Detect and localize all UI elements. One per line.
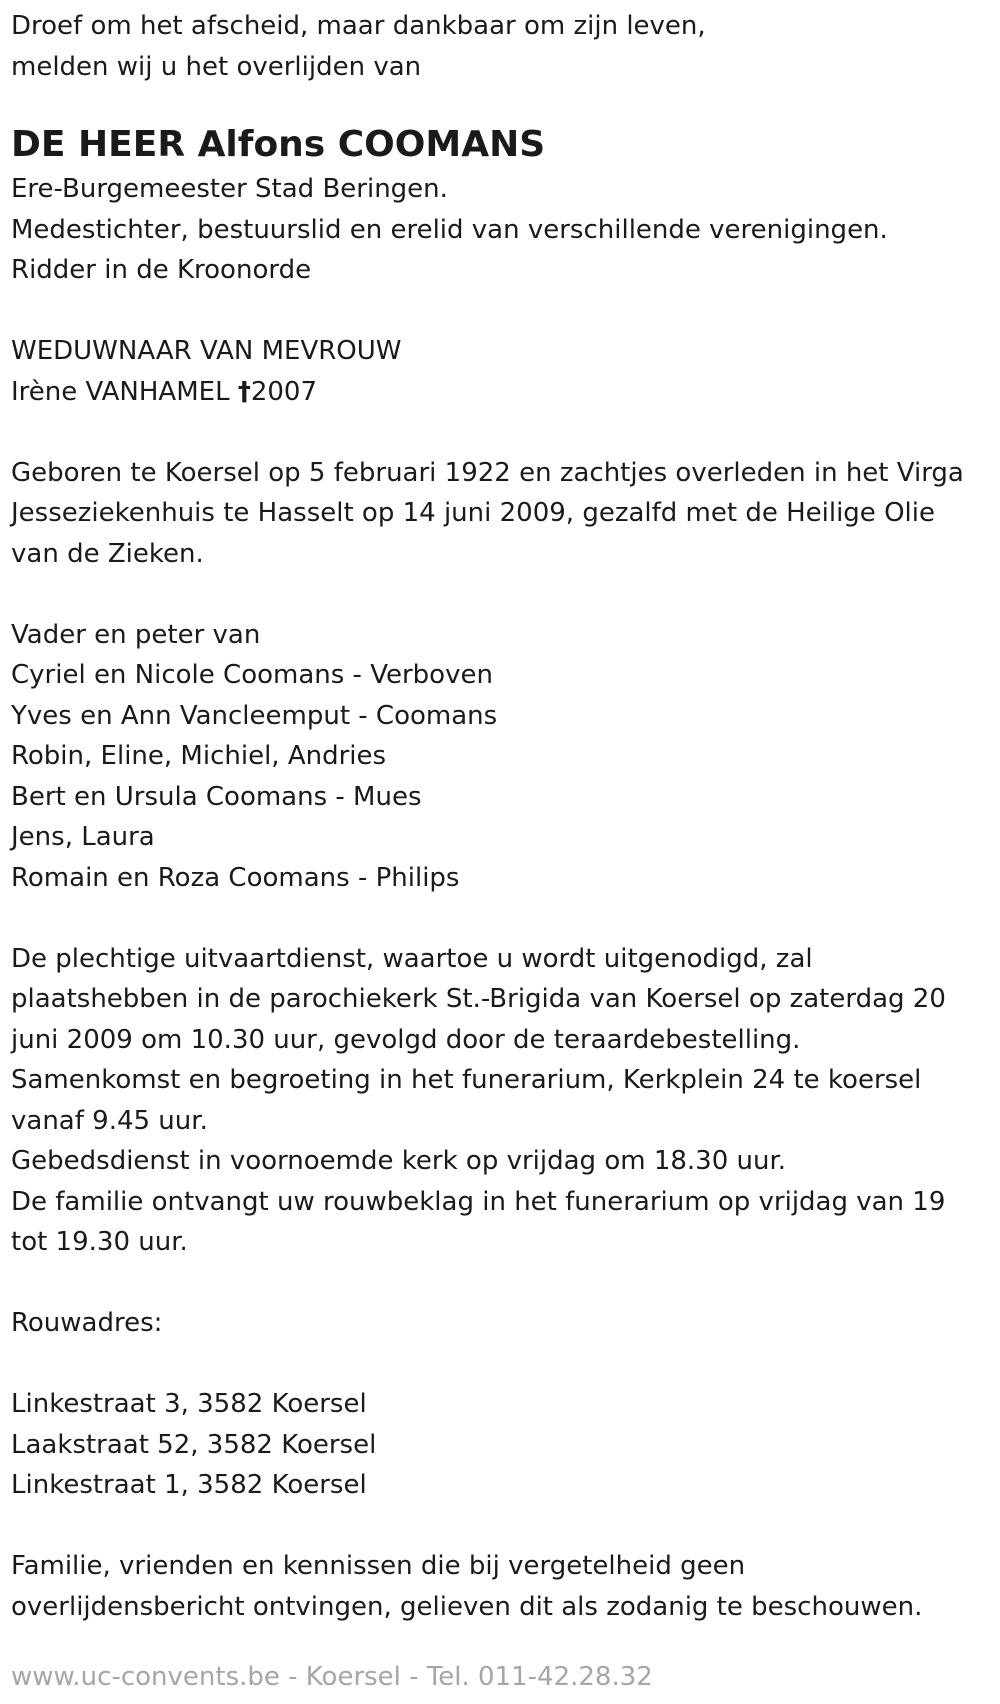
- family-line: Vader en peter van: [11, 619, 261, 650]
- spouse-heading: WEDUWNAAR VAN MEVROUW: [11, 336, 402, 366]
- spacer: [11, 1506, 1000, 1547]
- birth-death-line: van de Zieken.: [11, 538, 204, 569]
- spouse-block: [11, 331, 1000, 412]
- spacer: [11, 1263, 1000, 1304]
- spacer: [11, 898, 1000, 939]
- birth-death-line: Geboren te Koersel op 5 februari 1922 en zachtjes overleden in het Virga: [11, 457, 964, 488]
- family-line: Robin, Eline, Michiel, Andries: [11, 741, 387, 771]
- funeral-line: De plechtige uitvaartdienst, waartoe u wordt uitgenodigd, zal: [11, 943, 813, 974]
- cross-icon: †: [237, 376, 251, 407]
- family-line: Yves en Ann Vancleemput - Coomans: [11, 700, 498, 731]
- titles-block: [11, 169, 1000, 291]
- funeral-line: Gebedsdienst in voornoemde kerk op vrijdag om 18.30 uur.: [11, 1146, 787, 1176]
- funeral-line: Samenkomst en begroeting in het funerarium, Kerkplein 24 te koersel: [11, 1065, 922, 1095]
- funeral-line: plaatshebben in de parochiekerk St.-Brigida van Koersel op zaterdag 20: [11, 984, 946, 1014]
- spacer: [11, 291, 1000, 332]
- spouse-line: [11, 372, 1000, 413]
- title-line: Ridder in de Kroonorde: [11, 255, 312, 285]
- birth-death-block: [11, 453, 1000, 575]
- spouse-name: Irène VANHAMEL: [11, 376, 238, 407]
- spacer: [11, 412, 1000, 453]
- closing-block: [11, 1546, 1000, 1627]
- closing-line: Familie, vrienden en kennissen die bij vergetelheid geen: [11, 1551, 746, 1581]
- intro-line: Droef om het afscheid, maar dankbaar om zijn leven,: [11, 11, 706, 41]
- footer-contact: www.uc-convents.be - Koersel - Tel. 011-42.28.32: [11, 1662, 653, 1692]
- address-block: [11, 1384, 1000, 1506]
- closing-line: overlijdensbericht ontvingen, gelieven dit als zodanig te beschouwen.: [11, 1591, 923, 1622]
- address-line: Linkestraat 1, 3582 Koersel: [11, 1470, 367, 1500]
- family-line: Romain en Roza Coomans - Philips: [11, 862, 460, 893]
- deceased-name: DE HEER Alfons COOMANS: [11, 124, 546, 165]
- spacer: [11, 1344, 1000, 1385]
- address-line: Linkestraat 3, 3582 Koersel: [11, 1389, 367, 1419]
- title-line: Ere-Burgemeester Stad Beringen.: [11, 174, 448, 204]
- intro-line: melden wij u het overlijden van: [11, 51, 422, 82]
- funeral-block: [11, 939, 1000, 1263]
- title-line: Medestichter, bestuurslid en erelid van verschillende verenigingen.: [11, 214, 888, 245]
- address-line: Laakstraat 52, 3582 Koersel: [11, 1429, 377, 1460]
- funeral-line: juni 2009 om 10.30 uur, gevolgd door de teraardebestelling.: [11, 1024, 801, 1055]
- funeral-line: vanaf 9.45 uur.: [11, 1105, 208, 1136]
- family-line: Bert en Ursula Coomans - Mues: [11, 781, 422, 812]
- spouse-death-year: 2007: [250, 376, 317, 407]
- birth-death-line: Jesseziekenhuis te Hasselt op 14 juni 2009, gezalfd met de Heilige Olie: [11, 498, 935, 528]
- funeral-line: De familie ontvangt uw rouwbeklag in het funerarium op vrijdag van 19: [11, 1186, 946, 1217]
- family-block: [11, 615, 1000, 899]
- spacer: [11, 574, 1000, 615]
- intro-block: [11, 6, 1000, 87]
- family-line: Jens, Laura: [11, 822, 155, 852]
- funeral-line: tot 19.30 uur.: [11, 1227, 188, 1257]
- family-line: Cyriel en Nicole Coomans - Verboven: [11, 660, 493, 690]
- address-label: Rouwadres:: [11, 1308, 163, 1338]
